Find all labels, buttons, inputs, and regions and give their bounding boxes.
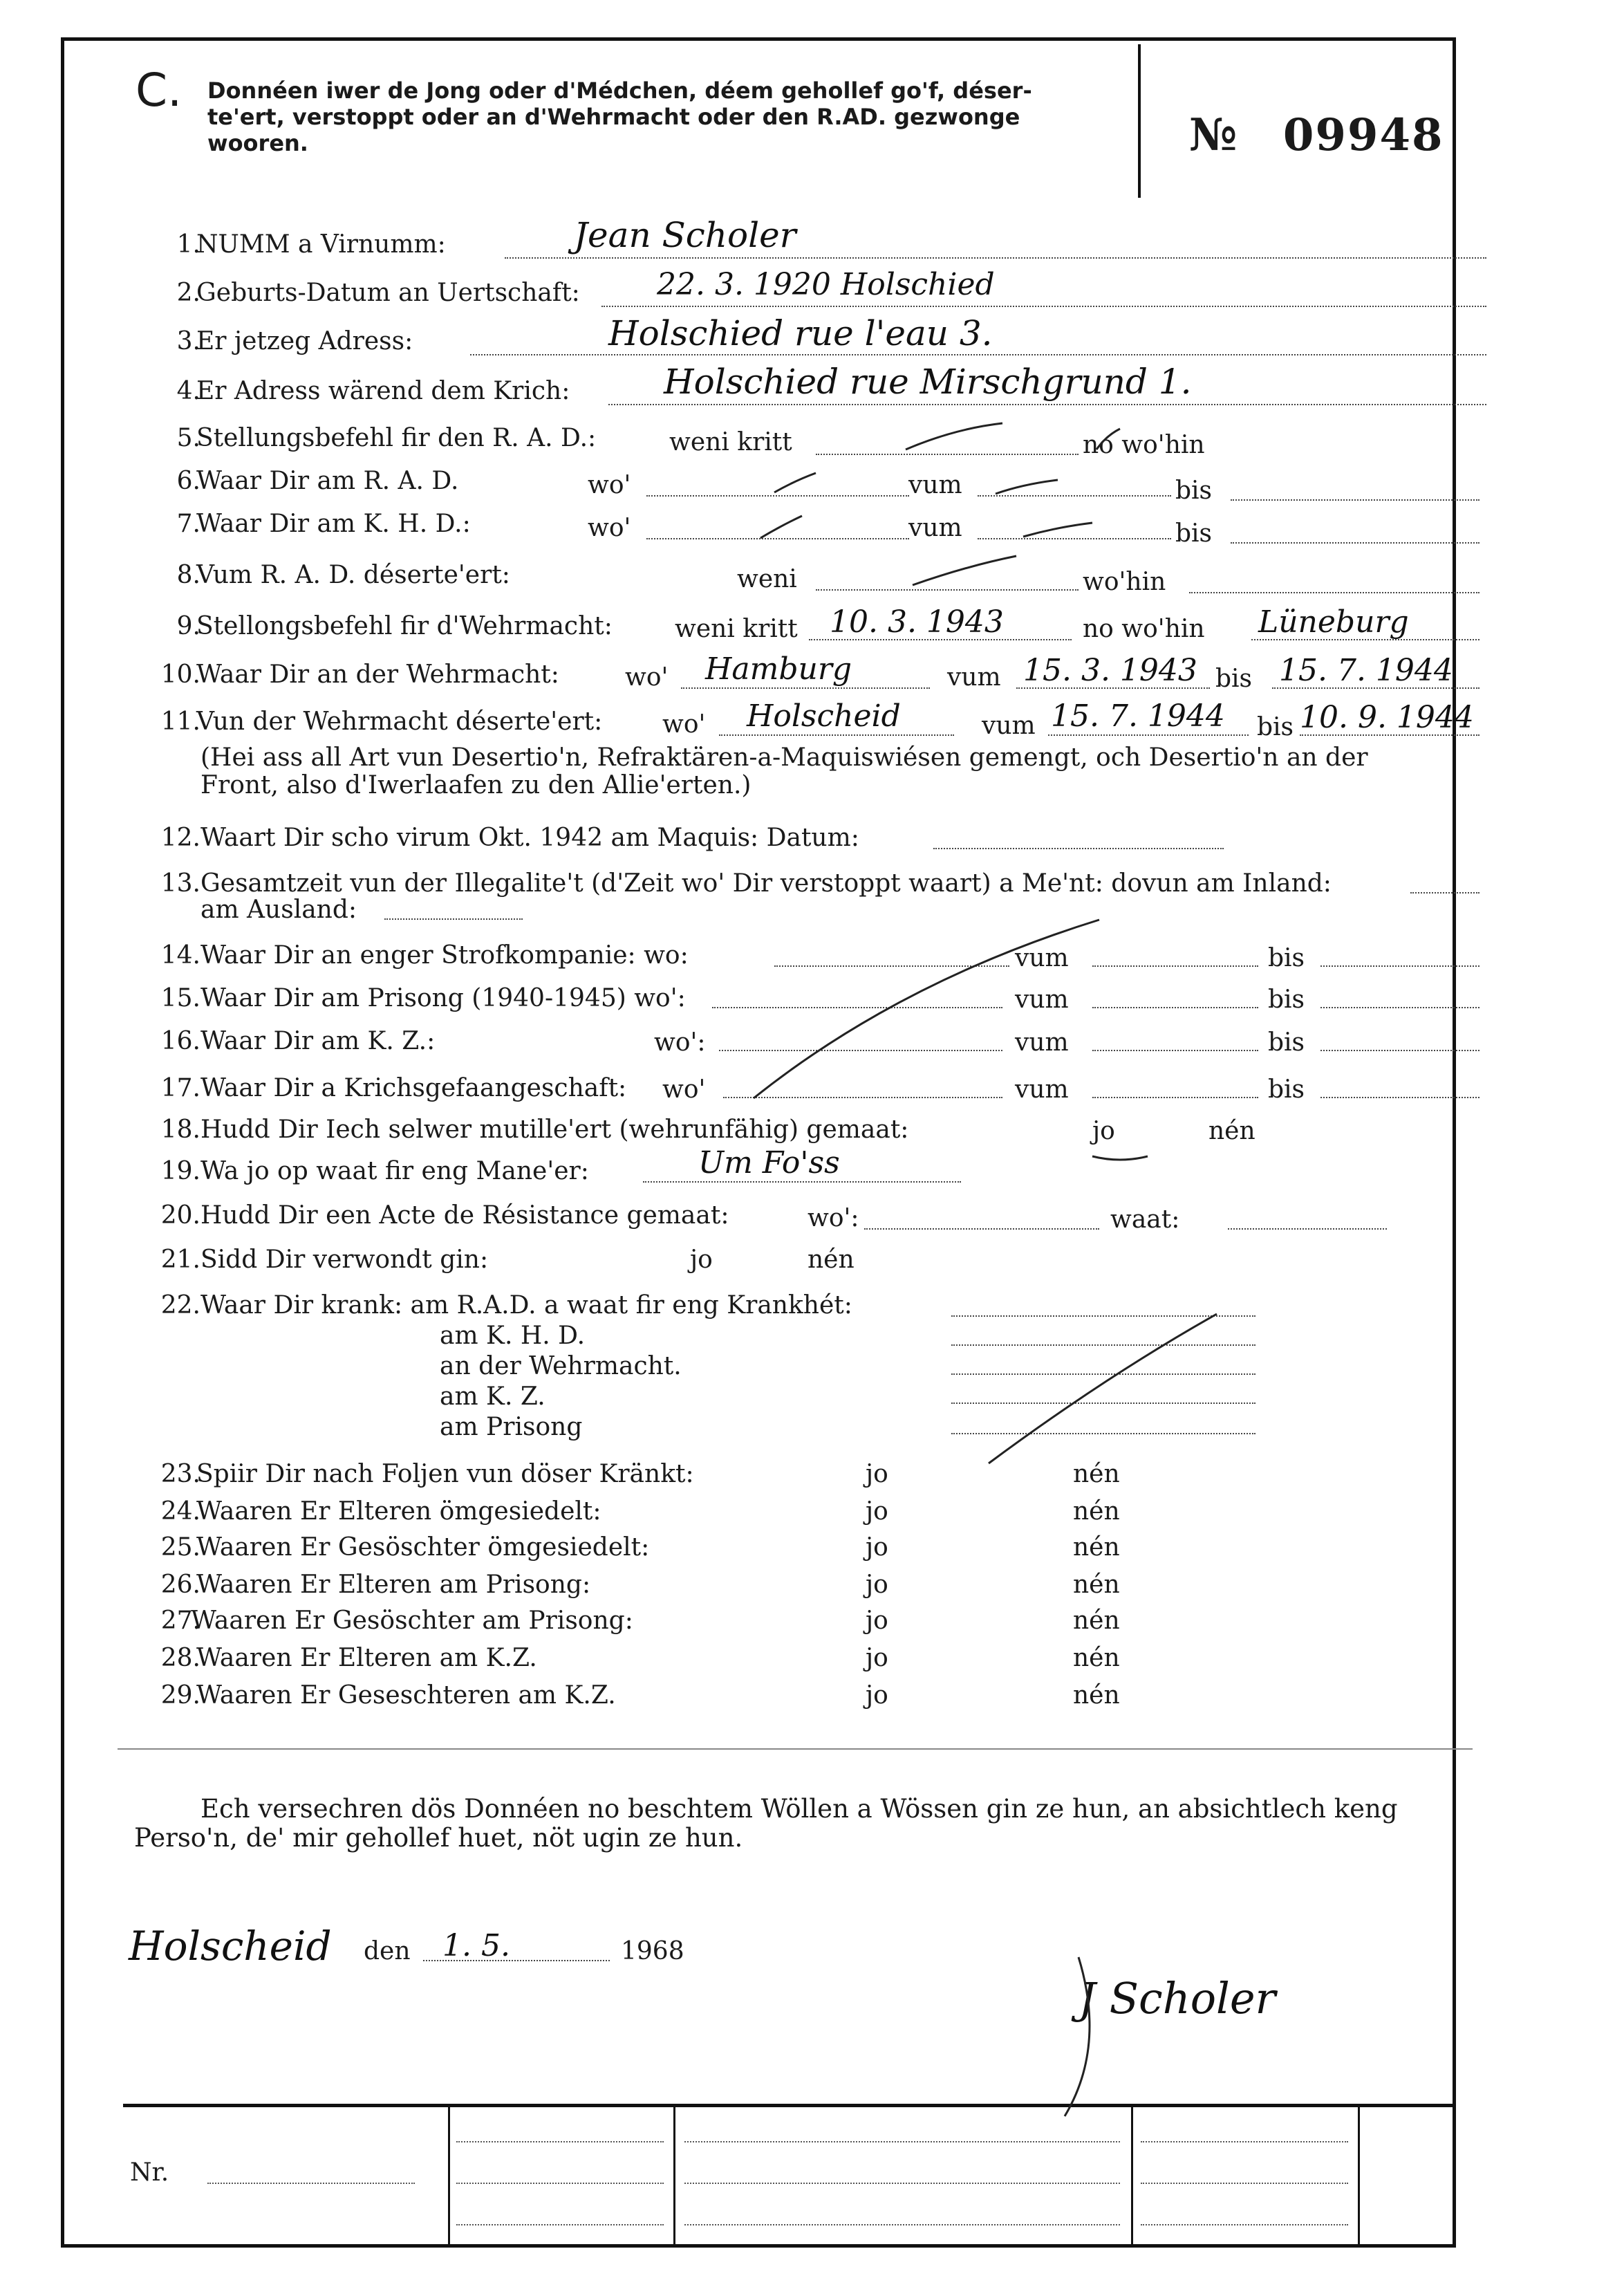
handwritten-date: 15. 7. 1944 bbox=[1279, 653, 1453, 688]
row-number: 14. bbox=[160, 941, 200, 970]
row-number: 27. bbox=[160, 1607, 200, 1635]
option-nen: nén bbox=[1073, 1644, 1120, 1672]
row-label: Waaren Er Geseschteren am K.Z. bbox=[196, 1681, 616, 1710]
option-nen: nén bbox=[1073, 1681, 1120, 1710]
row-label: Hudd Dir Iech selwer mutille'ert (wehrunfähig) gemaat: bbox=[200, 1115, 909, 1144]
header-line-2: te'ert, verstoppt oder an d'Wehrmacht oder den R.AD. gezwonge bbox=[207, 104, 1020, 130]
row-label: Gesamtzeit vun der Illegalite't (d'Zeit wo' Dir verstoppt waart) a Me'nt: dovun am Inland: bbox=[200, 869, 1332, 898]
field-label: vum bbox=[982, 712, 1036, 740]
row-number: 26. bbox=[160, 1571, 200, 1599]
option-nen: nén bbox=[1073, 1497, 1120, 1526]
option-jo: jo bbox=[1092, 1117, 1115, 1145]
number-sign: № bbox=[1189, 109, 1239, 161]
option-jo: jo bbox=[690, 1246, 713, 1274]
row-label: Stellongsbefehl fir d'Wehrmacht: bbox=[196, 612, 613, 640]
strike-stroke bbox=[989, 1314, 1217, 1463]
field-label: wo' bbox=[588, 514, 631, 542]
row-number: 28. bbox=[160, 1644, 200, 1672]
field-label: vum bbox=[947, 663, 1001, 692]
handwritten-place: Hamburg bbox=[705, 651, 852, 687]
row-sublabel: am K. Z. bbox=[440, 1382, 545, 1411]
row-label: Er Adress wärend dem Krich: bbox=[196, 377, 570, 405]
row-label: Waar Dir krank: am R.A.D. a waat fir eng Krankhét: bbox=[200, 1291, 852, 1320]
field-label: wo' bbox=[662, 1075, 706, 1104]
declaration-line-2: Perso'n, de' mir gehollef huet, nöt ugin ze hun. bbox=[134, 1823, 743, 1853]
row-number: 10. bbox=[160, 660, 200, 689]
row-label: Waar Dir am Prisong (1940-1945) wo': bbox=[200, 984, 686, 1012]
den-label: den bbox=[364, 1937, 411, 1965]
option-nen: nén bbox=[1073, 1460, 1120, 1488]
row-label: Wa jo op waat fir eng Mane'er: bbox=[200, 1157, 589, 1185]
row-label: Waar Dir a Krichsgefaangeschaft: bbox=[200, 1074, 627, 1102]
year-label: 1968 bbox=[621, 1937, 684, 1965]
row-label: Er jetzeg Adress: bbox=[196, 327, 413, 355]
row-label: Waaren Er Elteren ömgesiedelt: bbox=[196, 1497, 601, 1526]
row-sublabel: am K. H. D. bbox=[440, 1322, 586, 1350]
option-jo: jo bbox=[866, 1460, 888, 1488]
row-number: 19. bbox=[160, 1157, 200, 1185]
row-number: 17. bbox=[160, 1074, 200, 1102]
field-label: wo': bbox=[654, 1028, 706, 1057]
row-number: 13. bbox=[160, 869, 200, 898]
field-label: weni kritt bbox=[669, 428, 792, 456]
row-sublabel: an der Wehrmacht. bbox=[440, 1352, 682, 1380]
row-label: am Ausland: bbox=[200, 896, 357, 924]
header-line-1: Donnéen iwer de Jong oder d'Médchen, déem gehollef go'f, déser- bbox=[207, 77, 1032, 104]
strike-stroke bbox=[760, 516, 802, 538]
row-sublabel: am Prisong bbox=[440, 1413, 583, 1441]
handwritten-address: Holschied rue l'eau 3. bbox=[608, 313, 993, 353]
handwritten-war-address: Holschied rue Mirschgrund 1. bbox=[664, 362, 1192, 402]
nr-label: Nr. bbox=[130, 2158, 169, 2187]
row-label: Waaren Er Gesöschter am Prisong: bbox=[191, 1607, 633, 1635]
row-label: Waart Dir scho virum Okt. 1942 am Maquis: Datum: bbox=[200, 824, 859, 852]
field-label: vum bbox=[1015, 944, 1069, 972]
row-number: 6. bbox=[176, 467, 200, 495]
row-label: Sidd Dir verwondt gin: bbox=[200, 1246, 489, 1274]
option-nen: nén bbox=[1073, 1607, 1120, 1635]
field-label: waat: bbox=[1110, 1205, 1180, 1234]
field-label: bis bbox=[1215, 665, 1253, 693]
row-label: Vun der Wehrmacht déserte'ert: bbox=[196, 707, 603, 736]
option-jo: jo bbox=[866, 1533, 888, 1562]
option-jo: jo bbox=[866, 1497, 888, 1526]
row-number: 12. bbox=[160, 824, 200, 852]
handwritten-place: Holscheid bbox=[129, 1923, 332, 1970]
row-number: 4. bbox=[176, 377, 200, 405]
row-label: Waaren Er Elteren am Prisong: bbox=[196, 1571, 591, 1599]
handwritten-manner: Um Fo'ss bbox=[698, 1145, 840, 1181]
strike-stroke bbox=[1023, 523, 1092, 537]
row-number: 2. bbox=[176, 279, 200, 307]
row-number: 7. bbox=[176, 510, 200, 538]
handwritten-name: Jean Scholer bbox=[574, 215, 796, 255]
row-number: 22. bbox=[160, 1291, 200, 1320]
row-number: 29. bbox=[160, 1681, 200, 1710]
option-jo: jo bbox=[866, 1644, 888, 1672]
field-label: wo'hin bbox=[1083, 568, 1166, 596]
row-number: 8. bbox=[176, 561, 200, 589]
row-number: 25. bbox=[160, 1533, 200, 1562]
row-label: Waar Dir am K. H. D.: bbox=[196, 510, 471, 538]
field-label: bis bbox=[1175, 519, 1213, 548]
row-number: 11. bbox=[160, 707, 200, 736]
row-label: Hudd Dir een Acte de Résistance gemaat: bbox=[200, 1201, 729, 1230]
strike-stroke bbox=[1096, 429, 1120, 450]
handwritten-date: 15. 3. 1943 bbox=[1023, 653, 1197, 688]
option-jo: jo bbox=[866, 1681, 888, 1710]
handwritten-birth: 22. 3. 1920 Holschied bbox=[657, 267, 995, 302]
handwritten-date: 15. 7. 1944 bbox=[1051, 698, 1225, 734]
field-label: vum bbox=[1015, 1028, 1069, 1057]
field-label: wo': bbox=[808, 1204, 859, 1232]
field-label: bis bbox=[1268, 985, 1305, 1014]
row-number: 21. bbox=[160, 1246, 200, 1274]
row-number: 5. bbox=[176, 424, 200, 452]
row-label: Waar Dir an enger Strofkompanie: wo: bbox=[200, 941, 689, 970]
field-label: no wo'hin bbox=[1083, 615, 1205, 643]
note-line: (Hei ass all Art vun Desertio'n, Refraktären-a-Maquiswiésen gemengt, och Desertio'n an der bbox=[200, 743, 1368, 772]
jo-underline bbox=[1092, 1156, 1148, 1160]
header-line-3: wooren. bbox=[207, 130, 308, 156]
row-number: 16. bbox=[160, 1027, 200, 1055]
field-label: bis bbox=[1257, 713, 1294, 741]
handwritten-date: 10. 3. 1943 bbox=[830, 604, 1004, 640]
row-number: 9. bbox=[176, 612, 200, 640]
signature-flourish bbox=[1065, 1957, 1090, 2116]
number-value: 09948 bbox=[1282, 109, 1444, 161]
option-nen: nén bbox=[1208, 1117, 1255, 1145]
option-nen: nén bbox=[1073, 1571, 1120, 1599]
handwritten-date: 10. 9. 1944 bbox=[1300, 700, 1474, 735]
field-label: vum bbox=[1015, 1075, 1069, 1104]
field-label: bis bbox=[1268, 1028, 1305, 1057]
note-line: Front, also d'Iwerlaafen zu den Allie'erten.) bbox=[200, 771, 752, 799]
row-label: Waar Dir am K. Z.: bbox=[200, 1027, 436, 1055]
row-label: Spiir Dir nach Foljen vun döser Kränkt: bbox=[196, 1460, 694, 1488]
row-number: 23. bbox=[160, 1460, 200, 1488]
strike-stroke bbox=[754, 920, 1099, 1098]
field-label: bis bbox=[1268, 944, 1305, 972]
field-label: weni bbox=[737, 565, 797, 593]
strike-stroke bbox=[774, 473, 816, 492]
row-number: 15. bbox=[160, 984, 200, 1012]
handwritten-date: 1. 5. bbox=[442, 1928, 510, 1963]
field-label: weni kritt bbox=[675, 615, 798, 643]
row-number: 18. bbox=[160, 1115, 200, 1144]
option-nen: nén bbox=[808, 1246, 855, 1274]
row-label: Vum R. A. D. déserte'ert: bbox=[196, 561, 510, 589]
field-label: wo' bbox=[625, 663, 669, 692]
field-label: bis bbox=[1175, 476, 1213, 505]
field-label: vum bbox=[908, 514, 962, 542]
field-label: bis bbox=[1268, 1075, 1305, 1104]
row-label: Waaren Er Elteren am K.Z. bbox=[196, 1644, 537, 1672]
strike-stroke bbox=[906, 423, 1002, 450]
field-label: wo' bbox=[662, 710, 706, 739]
strike-stroke bbox=[996, 480, 1058, 494]
section-letter: C. bbox=[136, 64, 183, 117]
declaration-line-1: Ech versechren dös Donnéen no beschtem Wöllen a Wössen gin ze hun, an absichtlech keng bbox=[200, 1794, 1398, 1824]
row-label: NUMM a Virnumm: bbox=[196, 230, 446, 259]
option-jo: jo bbox=[866, 1571, 888, 1599]
row-number: 3. bbox=[176, 327, 200, 355]
row-label: Waar Dir am R. A. D. bbox=[196, 467, 459, 495]
row-label: Waaren Er Gesöschter ömgesiedelt: bbox=[196, 1533, 650, 1562]
field-label: vum bbox=[1015, 985, 1069, 1014]
strike-stroke bbox=[913, 556, 1016, 585]
row-label: Waar Dir an der Wehrmacht: bbox=[196, 660, 559, 689]
row-label: Geburts-Datum an Uertschaft: bbox=[196, 279, 580, 307]
row-label: Stellungsbefehl fir den R. A. D.: bbox=[196, 424, 597, 452]
field-label: wo' bbox=[588, 471, 631, 499]
signature: J Scholer bbox=[1079, 1973, 1276, 2024]
row-number: 1. bbox=[176, 230, 200, 259]
row-number: 24. bbox=[160, 1497, 200, 1526]
option-nen: nén bbox=[1073, 1533, 1120, 1562]
handwritten-place: Holscheid bbox=[747, 698, 901, 734]
field-label: vum bbox=[908, 471, 962, 499]
handwritten-place: Lüneburg bbox=[1258, 604, 1409, 640]
row-number: 20. bbox=[160, 1201, 200, 1230]
option-jo: jo bbox=[866, 1607, 888, 1635]
field-label: no wo'hin bbox=[1083, 431, 1205, 459]
